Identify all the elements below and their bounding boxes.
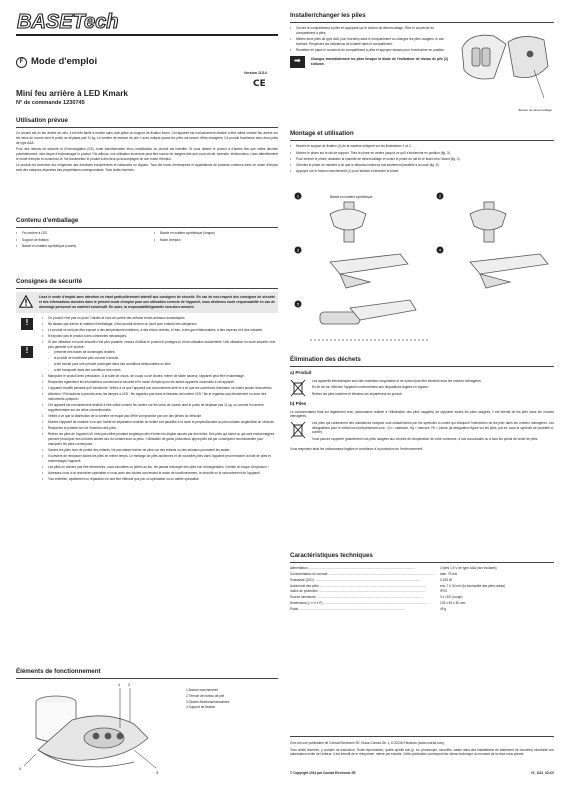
spec-key: Indice de protection .....: [290, 589, 440, 595]
list-item: • Remettez en place le couvercle du compartiment à piles et appuyez dessus pour l'enclencher en position.: [290, 48, 448, 53]
usage-paragraph: Le produit est conforme aux exigences des directives européennes et nationales en vigueur. Tous les noms d'entreprises et appellations de produits contenus dans ce mode d'emploi sont des marques déposées des propriétaires correspondants. Tous droits réservés.: [16, 163, 278, 172]
spec-value: 103 x 63 x 50 mm: [440, 600, 466, 605]
usage-paragraph: Ce produit est un feu arrière de vélo; il est très facile à monter sans outil grâce au support de fixation fourni. Cet appareil est exclusivement destiné à être utilisé comme feu arrière sur les vélos de course dont le poids ne dépasse pas 11 kg. Le lumière de mesure de pile « avec indique quand les piles ont besoin d'être changées. Ce produit fonctionne avec deux piles de type AAA.: [16, 131, 278, 145]
figure-label-1: 1: [296, 193, 300, 199]
battery-figure: [454, 26, 554, 112]
exclamation-icon: !: [21, 318, 33, 330]
list-item: • Bande en matière synthétique (courte): [16, 244, 140, 249]
battery-compartment-illustration: [454, 26, 554, 106]
list-item: • Ce produit n'est pas un jouet. Gardez-le hors de portée des enfants et des animaux domestiques.: [42, 316, 278, 321]
mounting-figures: [290, 190, 554, 350]
contents-section: [16, 217, 278, 250]
spec-value: env. 7 h 30 min (la luminosité des piles usées): [440, 583, 506, 588]
release-button-caption: Bouton de déverrouillage: [518, 108, 552, 113]
list-item: • Attention ! Précautions à prendre avec les lampes à LED : Ne regardez pas dans le faisceau de lumière LED ! Ne le regardez pas directement ou avec des instruments optiques !: [42, 392, 278, 401]
list-item: • Pour enlever le phare, abaissez la manette de déverrouillage et sortez le phare du rail en le tirant vers l'avant (fig. 4).: [290, 157, 554, 162]
battery-list: [290, 26, 448, 52]
legend-item: 3 Diodes électroluminescentes: [186, 699, 230, 704]
spec-key: Autonomie des piles .....: [290, 584, 440, 590]
contents-heading: Contenu d'emballage: [16, 217, 278, 228]
footer-copyright: © Copyright 2014 par Conrad Electronic SE: [290, 771, 356, 775]
footer-code: V1_1114_02-KV: [530, 771, 554, 775]
disposal-batteries-heading: b) Piles: [290, 401, 307, 407]
callout-4: 4: [19, 766, 22, 771]
disposal-paragraph: Les piles qui contiennent des substances toxiques sont caractérisées par les symboles ci-contre qui indiquent l'interdiction de les jeter dans les ordures ménagères. Les désignations pour le métal lourd prépondérant sont : Cd = cadmium, Hg = mercure, Pb = plomb (la désignation figure sur les piles, par ex. sous le symbole de poubelle ci-contre).: [312, 420, 554, 435]
order-number: N° de commande 1230745: [16, 100, 85, 106]
battery-note-text: Changez immédiatement les piles lorsque la diode de l'indicateur de niveau de pile (2) s'allume.: [310, 56, 448, 66]
spec-key: Poids .....: [290, 607, 440, 613]
figure-label-4: 4: [438, 247, 442, 253]
elements-legend: [186, 688, 229, 711]
disposal-section: [290, 356, 554, 453]
mounting-illustrations: [290, 190, 554, 350]
list-item: • Mettez deux piles de type AAA (non fournies) dans le compartiment ou changez les piles usagées, le cas échéant. Respectez les indications de polarité dans le compartiment.: [290, 37, 448, 46]
disposal-paragraph: Le consommateur final est légalement tenu (ordonnance relative à l'élimination des piles usagées) de rapporter toutes les piles usagées, il est interdit de les jeter dans les ordures ménagères.: [290, 409, 554, 419]
list-item: • L'appareil chauffe pendant qu'il fonctionne. Veillez à ce que l'appareil soit correctement aéré et à ce que les ouvertures d'aération ne soient jamais recouvertes.: [42, 386, 278, 391]
list-item: • Ouvrez le compartiment à piles en appuyant sur le bouton de déverrouillage. Ôtez le couvercle du compartiment à piles.: [290, 26, 448, 35]
battery-section: [290, 12, 554, 112]
disposal-heading: Élimination des déchets: [290, 356, 554, 367]
spec-value: max. 75 mA: [440, 572, 458, 577]
list-item: • Retirez les piles de l'appareil s'il n'est pas utilisé pendant longtemps afin d'éviter les dégâts causés par des fuites. Des piles qui fuient ou qui sont endommagées peuvent provoquer des brûlures acides lors du contact avec la peau ; l'utilisation de gants protecteurs appropriés est par conséquent recommandée pour manipuler les piles corrompues.: [42, 432, 278, 446]
list-item: • Manipulez le produit avec précaution. À la suite de chocs, de coups ou de chutes, même de faible hauteur, l'appareil peut être endommagé.: [42, 374, 278, 379]
disposal-paragraph: Vous respectez ainsi les ordonnances légales et contribuez à la protection de l'environnement.: [290, 446, 424, 451]
list-item: • Ne laissez pas traîner le matériel d'emballage. Cela pourrait devenir un jouet pour enfants très dangereux.: [42, 322, 278, 327]
battery-note: [290, 56, 448, 68]
list-item: • Il convient de remplacer toutes les piles en même temps. Le mélange de piles anciennes et de nouvelles piles dans l'appareil peut entraîner la fuite de piles et endommager l'appareil.: [42, 454, 278, 463]
sub-list-item: - présente des traces de dommages visibles,: [48, 350, 278, 355]
warning-triangle-icon: [19, 295, 33, 308]
legend-item: 1 Bouton marche/arrêt: [186, 688, 218, 692]
list-item: • Montez le phare sur le rail de support. Tirez le phare en arrière jusqu'à ce qu'il s'enclenche en position (fig. 3).: [290, 151, 554, 156]
mounting-heading: Montage et utilisation: [290, 130, 554, 141]
spec-key: Alimentation .....: [290, 566, 440, 572]
sub-list: [48, 350, 278, 373]
disposal-paragraph: Vous pouvez rapporter gratuitement vos piles usagées aux centres de récupération de votre commune, à nos succursales ou à tous les points de vente de piles.: [312, 436, 539, 441]
safety-intro: Lisez le mode d'emploi avec attention en étant particulièrement attentif aux consignes de sécurité. En cas de non-respect des consignes de sécurité et des informations données dans le présent mode d'emploi pour une utilisation correcte de l'appareil, nous déclinons toute responsabilité en cas de dommage personnel ou matériel consécutif. En outre, la responsabilité/garantie sera alors annulée.: [39, 295, 275, 309]
spec-value: 3 x LED (rouge): [440, 595, 463, 600]
list-item: • Respectez la polarité lors de l'insertion des piles.: [42, 426, 278, 431]
sub-list-item: - a été stocké pour une période prolongée dans des conditions défavorables ou bien: [48, 362, 278, 367]
disposal-product-heading: a) Produit: [290, 370, 312, 376]
spec-key: Consommation en courant .....: [290, 572, 440, 578]
contents-list-1: [16, 231, 140, 249]
list-item: • Appuyez sur le bouton marche/arrêt (1) pour allumer et éteindre le phare.: [290, 169, 554, 174]
mounting-list: [290, 144, 554, 173]
list-item: • Respectez également les informations concernant la sécurité et le mode d'emploi pour les autres appareils connectés à cet appareil.: [42, 380, 278, 385]
spec-key: Dimensions (L x H x P) .....: [290, 601, 440, 607]
spec-row: [290, 607, 554, 613]
usage-heading: Utilisation prévue: [16, 117, 278, 128]
fig1-caption: Bande en matière synthétique: [330, 195, 373, 199]
manual-title-text: Mode d'emploi: [31, 56, 98, 67]
crossed-bin-icon: [290, 421, 306, 439]
legend-item: 4 Support de fixation: [186, 705, 216, 710]
product-title: Mini feu arrière à LED Kmark: [16, 89, 128, 98]
spec-key: Puissance (LED) .....: [290, 578, 440, 584]
list-item: • Tout entretien, ajustement ou réparation ne doit être effectué que par un spécialiste ou un atelier spécialisé.: [42, 477, 278, 482]
list-item: [42, 340, 278, 372]
spec-value: 0,225 W: [440, 577, 452, 582]
safety-intro-box: [16, 292, 278, 312]
language-badge: F: [16, 57, 27, 68]
callout-2: 2: [128, 682, 131, 687]
list-item: • Les piles ne doivent pas être démontées, court-circuitées ou jetées au feu. Ne jamais recharger des piles non rechargeables. Il existe un risque d'explosion !: [42, 465, 278, 470]
callout-1: 1: [118, 682, 121, 687]
brand-logo: [16, 10, 134, 32]
list-item: • Le produit ne doit pas être exposé à des températures extrêmes, à des chocs violents, à l'eau, à des gaz inflammables, à des vapeurs et à des solvants.: [42, 328, 278, 333]
callout-3: 3: [156, 770, 159, 775]
manual-title: [16, 56, 97, 69]
exclamation-icon: !: [21, 346, 33, 358]
list-item: • Adressez-vous à un technicien spécialisé si vous avez des doutes concernant le mode de fonctionnement, la sécurité ou le raccordement de l'appareil.: [42, 471, 278, 476]
list-item: • Montez le support de fixation (4) de la manière indiquée sur les illustrations 1 et 2.: [290, 144, 554, 149]
specs-section: [290, 552, 554, 612]
usage-paragraph: Pour des raisons de sécurité et d'homologation (CE), toute transformation et/ou modification du produit est interdite. Si vous utilisez le produit à d'autres fins que celles décrites précédemment, cela risque d'endommager le produit. Par ailleurs, une utilisation incorrecte peut être source de dangers tels que court-circuit, incendie, électrocution. Lisez attentivement le mode d'emploi et conservez-le. Ne transmettez le produit à des tiers qu'accompagné de son mode d'emploi.: [16, 147, 278, 161]
safety-heading: Consignes de sécurité: [16, 278, 278, 289]
sub-list-item: - le produit ne fonctionne plus comme il devrait,: [48, 356, 278, 361]
footer-rights: Tous droits réservés, y compris de traduction. Toute reproduction, quelle qu'elle soit (p. ex. photocopie, microfilm, saisie dans des installations de traitement de données) nécessite une autorisation écrite de l'éditeur. Il est interdit de le réimprimer, même par extraits. Cette publication correspond au niveau technique du moment de la mise sous presse.: [290, 747, 554, 757]
arrow-right-icon: ➡: [290, 56, 305, 68]
list-item-text: Si une utilisation en toute sécurité n'est plus possible, cessez d'utiliser le produit et protégez-le d'une utilisation accidentelle. Une utilisation en toute sécurité n'est plus garantie si le produit :: [48, 340, 276, 349]
disposal-paragraph: En fin de vie, éliminez l'appareil conformément aux dispositions légales en vigueur.: [312, 385, 429, 390]
list-item: • Cet appareil est exclusivement destiné à être utilisé comme feu arrière sur les vélos de course dont le poids ne dépasse pas 11 kg, ou comme feu arrière supplémentaire sur les vélos conventionnels.: [42, 403, 278, 412]
list-item: • Orientez le phare de manière à ce que le faisceau lumineux soit seulement parallèle à la route (fig. 5).: [290, 163, 554, 168]
footer-bottom: [290, 771, 554, 775]
ce-mark: CE: [253, 79, 266, 89]
list-item: • Feu arrière à LED: [16, 231, 140, 236]
disposal-paragraph: Retirez les piles insérées et éliminez-les séparément du produit.: [312, 391, 403, 396]
specs-heading: Caractéristiques techniques: [290, 552, 554, 563]
contents-list-2: [154, 231, 278, 249]
spec-key: Source lumineuse .....: [290, 595, 440, 601]
spec-value: IPX3: [440, 589, 447, 594]
elements-section: [16, 668, 278, 775]
list-item: • Support de fixation: [16, 238, 140, 243]
figure-label-5: 5: [296, 301, 300, 307]
spec-value: 2 piles 1,5 V de type AAA (non incluses): [440, 566, 497, 571]
disposal-paragraph: Les appareils électroniques sont des matériaux recyclables et ne doivent pas être éliminés avec les ordures ménagères.: [312, 378, 482, 383]
legend-item: 2 Témoin de niveau de pile: [186, 693, 225, 698]
mounting-section: [290, 130, 554, 175]
footer-publisher: Ceci est une publication de Conrad Electronic SE, Klaus-Conrad-Str. 1, D-92240 Hirschau (www.conrad.com).: [290, 741, 446, 745]
specs-table: [290, 566, 554, 612]
list-item: • N'exposez pas le produit à des contraintes mécaniques.: [42, 334, 278, 339]
light-diagram: [16, 680, 176, 790]
list-item: • Veillez à ce que la distribution de la lumière ne risque pas d'être compromise par une des pièces du véhicule.: [42, 414, 278, 419]
brand-logo-text: BASETech: [17, 11, 119, 32]
header-rule: [16, 34, 278, 36]
safety-section: [16, 278, 278, 483]
spec-value: 45 g: [440, 606, 447, 611]
list-item: • Mode d'emploi: [154, 238, 278, 243]
version-label: Version 11/14: [244, 71, 267, 75]
figure-label-2: 2: [438, 193, 442, 199]
list-item: • Bande en matière synthétique (longue): [154, 231, 278, 236]
crossed-bin-icon: [290, 379, 306, 397]
battery-heading: Installer/changer les piles: [290, 12, 554, 23]
list-item: • Montez l'appareil de manière à ce que l'arête de séparation centrale du boîtier soit parallèle à la route et perpendiculaire au plan médian longitudinal du véhicule.: [42, 420, 278, 425]
light-illustration: [36, 696, 148, 767]
usage-section: [16, 117, 278, 174]
footer-legal: [290, 736, 554, 759]
list-item: • Gardez les piles hors de portée des enfants. Ne pas laisser traîner de piles car des enfants ou des animaux pourraient les avaler.: [42, 448, 278, 453]
figure-label-3: 3: [296, 247, 300, 253]
elements-heading: Éléments de fonctionnement: [16, 668, 278, 679]
safety-list: [42, 316, 278, 484]
sub-list-item: - a été transporté dans des conditions très rudes.: [48, 368, 278, 373]
